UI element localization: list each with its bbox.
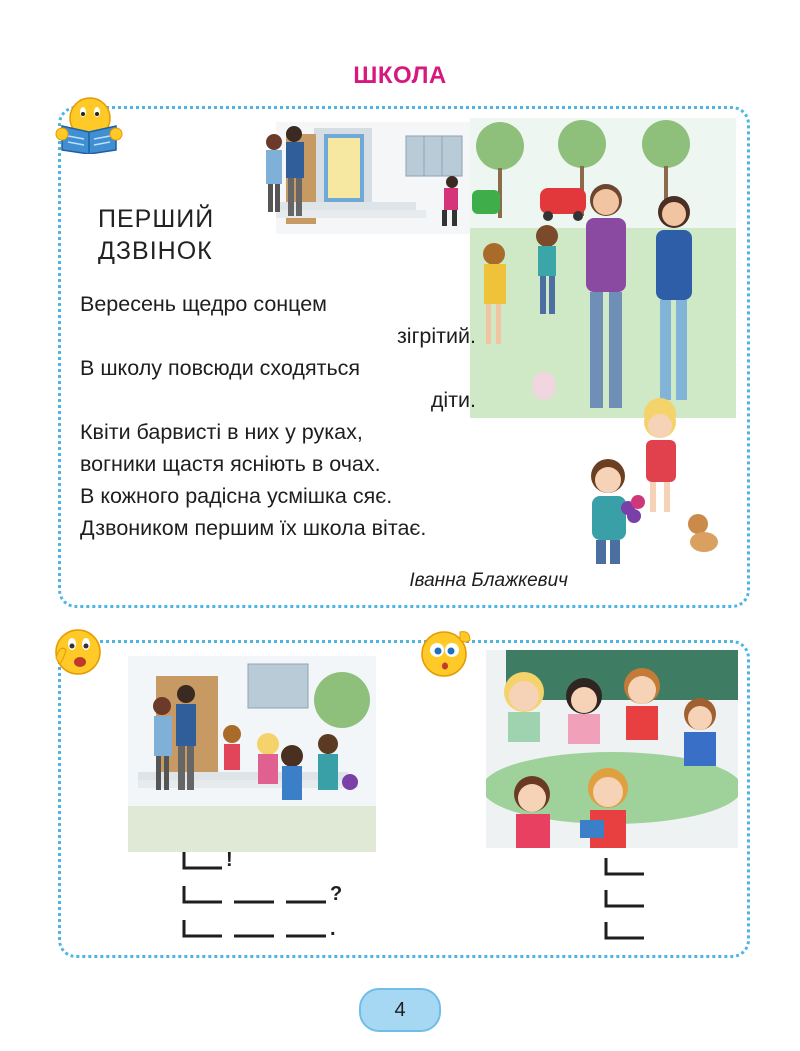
poem-line: Вересень щедро сонцем [80,292,327,316]
sentence-scheme-question [182,880,366,906]
sentence-scheme-exclamation [182,846,242,872]
sentence-scheme-blank [604,916,648,942]
page-title: ШКОЛА [353,62,447,89]
sentence-scheme-blank [604,852,648,878]
svg-text:?: ? [330,883,343,905]
children-arriving-illustration [128,656,376,852]
page-number: 4 [359,988,441,1032]
svg-text:.: . [330,918,336,940]
poem-author: Іванна Блажкевич [409,570,568,591]
poem-title-line1: ПЕРШИЙ [98,205,215,233]
thinking-emoji-icon [416,624,476,685]
poem-line: В школу повсюди сходяться [80,356,361,380]
poem-title-line2: ДЗВІНОК [98,237,213,265]
poem-line: Квіти барвисті в них у руках, [80,420,363,444]
classroom-illustration [486,650,738,848]
school-entrance-illustration [246,122,474,234]
speaking-emoji-icon [50,622,106,683]
poem-line: діти. [430,388,476,412]
poem-line: зігрітий. [396,324,476,348]
sentence-scheme-statement [182,914,366,940]
poem-line: вогники щастя ясніють в очах. [80,452,381,476]
svg-text:!: ! [226,849,233,871]
sentence-scheme-blank [604,884,648,910]
reading-emoji-icon [54,96,124,159]
children-with-flowers-illustration [570,398,740,566]
poem-line: В кожного радісна усмішка сяє. [80,484,393,508]
poem-line: Дзвоником першим їх школа вітає. [80,516,427,540]
poem-text [80,288,560,544]
